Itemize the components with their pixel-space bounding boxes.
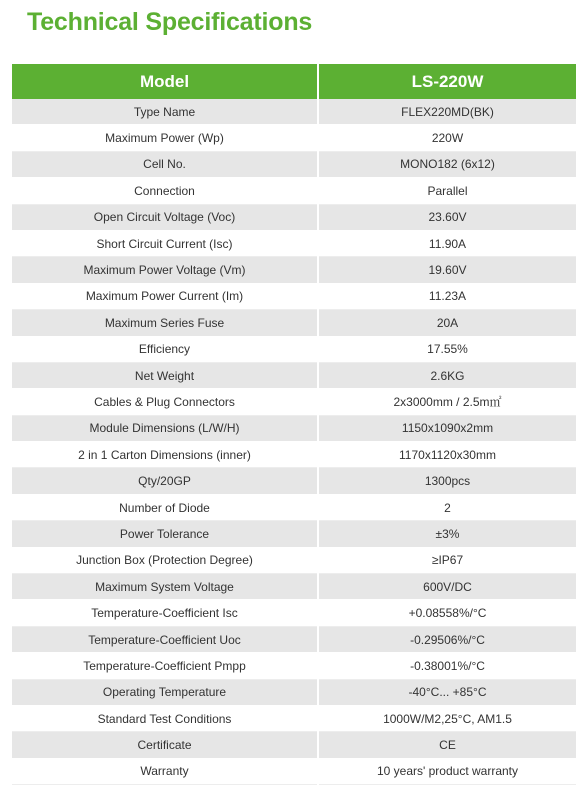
table-row — [12, 99, 576, 125]
spec-value: 17.55% — [318, 336, 576, 362]
spec-parameter: Power Tolerance — [12, 521, 318, 547]
table-row — [12, 389, 576, 415]
spec-parameter: Efficiency — [12, 336, 318, 362]
spec-table — [12, 64, 576, 785]
spec-parameter: Net Weight — [12, 362, 318, 388]
spec-parameter: Temperature-Coefficient Pmpp — [12, 653, 318, 679]
spec-value: 11.23A — [318, 283, 576, 309]
spec-value: 19.60V — [318, 257, 576, 283]
table-row — [12, 494, 576, 520]
spec-value: CE — [318, 732, 576, 758]
spec-parameter: Type Name — [12, 99, 318, 125]
table-row — [12, 626, 576, 652]
table-row — [12, 178, 576, 204]
table-row — [12, 125, 576, 151]
table-row — [12, 310, 576, 336]
spec-value: 2.6KG — [318, 362, 576, 388]
table-row — [12, 679, 576, 705]
table-row — [12, 547, 576, 573]
table-row — [12, 705, 576, 731]
table-row — [12, 574, 576, 600]
spec-value: Parallel — [318, 178, 576, 204]
spec-parameter: Junction Box (Protection Degree) — [12, 547, 318, 573]
table-row — [12, 283, 576, 309]
table-row — [12, 732, 576, 758]
spec-value: FLEX220MD(BK) — [318, 99, 576, 125]
spec-parameter: Connection — [12, 178, 318, 204]
table-row — [12, 415, 576, 441]
table-row — [12, 257, 576, 283]
spec-parameter: Number of Diode — [12, 494, 318, 520]
spec-parameter: Short Circuit Current (Isc) — [12, 230, 318, 256]
table-row — [12, 204, 576, 230]
spec-value: ±3% — [318, 521, 576, 547]
spec-value: -0.38001%/°C — [318, 653, 576, 679]
spec-value: 2 — [318, 494, 576, 520]
spec-parameter: Qty/20GP — [12, 468, 318, 494]
spec-parameter: Cell No. — [12, 151, 318, 177]
table-row — [12, 521, 576, 547]
header-model-label: Model — [12, 64, 318, 99]
spec-parameter: 2 in 1 Carton Dimensions (inner) — [12, 442, 318, 468]
spec-parameter: Temperature-Coefficient Isc — [12, 600, 318, 626]
spec-parameter: Maximum Power (Wp) — [12, 125, 318, 151]
table-row — [12, 336, 576, 362]
spec-parameter: Certificate — [12, 732, 318, 758]
spec-value: 1150x1090x2mm — [318, 415, 576, 441]
spec-parameter: Module Dimensions (L/W/H) — [12, 415, 318, 441]
spec-value: 10 years' product warranty — [318, 758, 576, 784]
spec-value: 1170x1120x30mm — [318, 442, 576, 468]
spec-parameter: Maximum Power Current (Im) — [12, 283, 318, 309]
spec-value: 1300pcs — [318, 468, 576, 494]
spec-table-body — [12, 99, 576, 785]
header-model-value: LS-220W — [318, 64, 576, 99]
spec-value: -40°C... +85°C — [318, 679, 576, 705]
table-row — [12, 151, 576, 177]
spec-value: 20A — [318, 310, 576, 336]
table-row — [12, 442, 576, 468]
table-header-row — [12, 64, 576, 99]
spec-parameter: Maximum System Voltage — [12, 574, 318, 600]
spec-value: 1000W/M2,25°C, AM1.5 — [318, 705, 576, 731]
table-row — [12, 758, 576, 784]
spec-parameter: Operating Temperature — [12, 679, 318, 705]
table-row — [12, 362, 576, 388]
page-title: Technical Specifications — [27, 8, 313, 36]
spec-value: 23.60V — [318, 204, 576, 230]
spec-parameter: Open Circuit Voltage (Voc) — [12, 204, 318, 230]
spec-value: -0.29506%/°C — [318, 626, 576, 652]
spec-value: 600V/DC — [318, 574, 576, 600]
table-row — [12, 468, 576, 494]
spec-parameter: Cables & Plug Connectors — [12, 389, 318, 415]
spec-value: 11.90A — [318, 230, 576, 256]
table-row — [12, 653, 576, 679]
spec-value: 2x3000mm / 2.5m㎡ — [318, 389, 576, 415]
spec-value: MONO182 (6x12) — [318, 151, 576, 177]
table-row — [12, 600, 576, 626]
spec-parameter: Temperature-Coefficient Uoc — [12, 626, 318, 652]
table-row — [12, 230, 576, 256]
spec-value: 220W — [318, 125, 576, 151]
spec-parameter: Warranty — [12, 758, 318, 784]
spec-parameter: Maximum Power Voltage (Vm) — [12, 257, 318, 283]
spec-parameter: Standard Test Conditions — [12, 705, 318, 731]
spec-value: ≥IP67 — [318, 547, 576, 573]
spec-parameter: Maximum Series Fuse — [12, 310, 318, 336]
spec-value: +0.08558%/°C — [318, 600, 576, 626]
